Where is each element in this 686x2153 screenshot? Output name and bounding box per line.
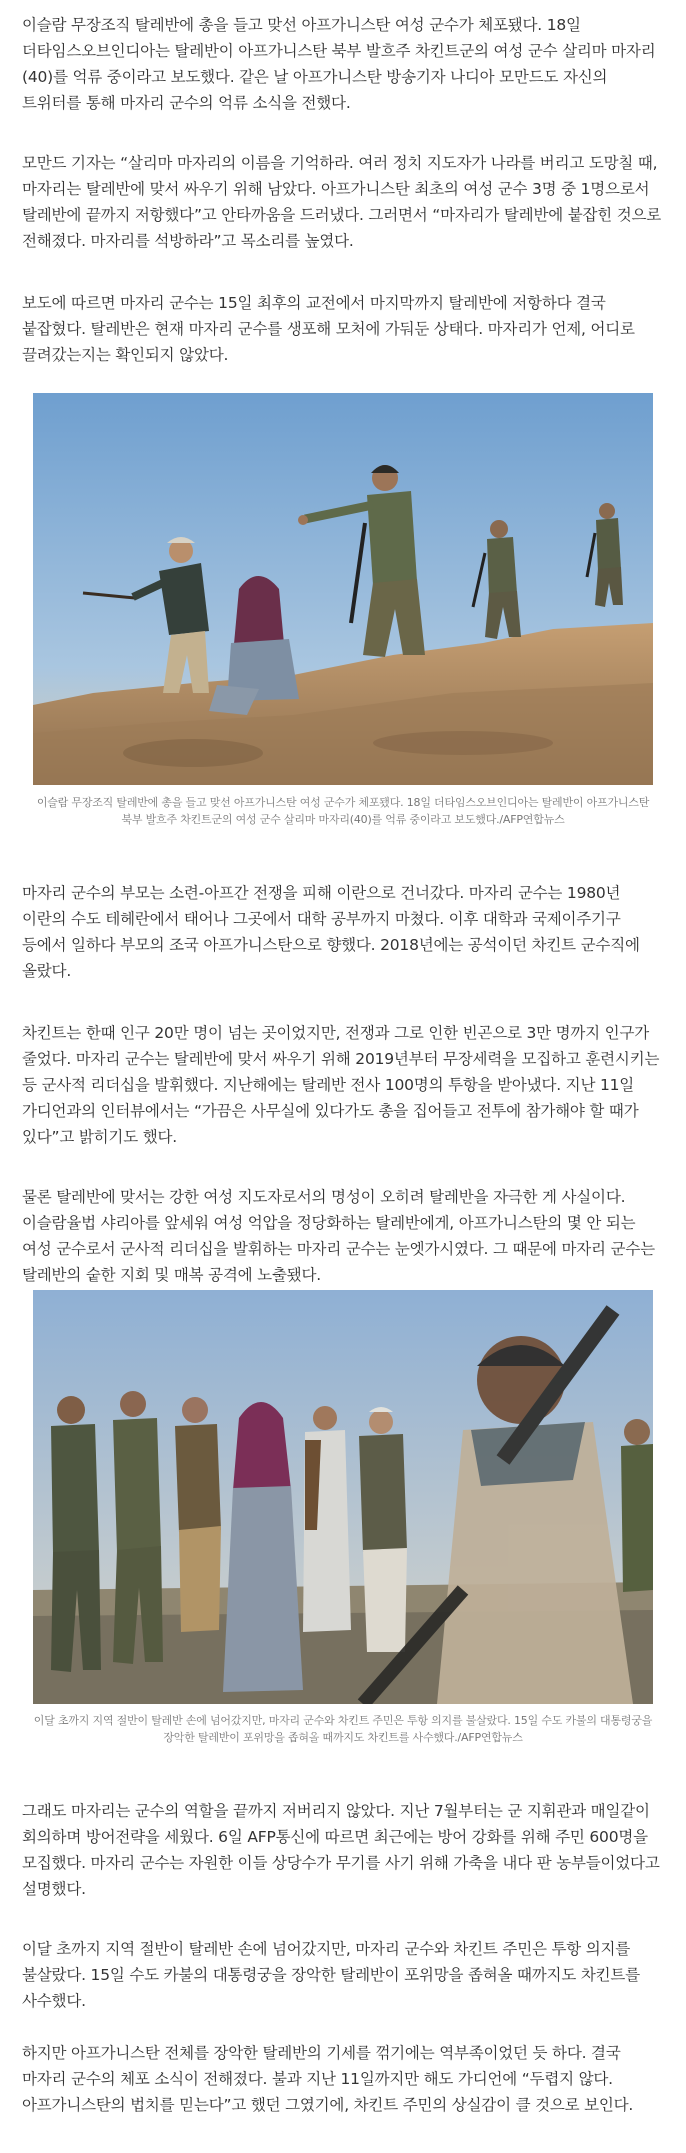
group-soldiers-photo xyxy=(33,1290,653,1704)
article-paragraph: 이달 초까지 지역 절반이 탈레반 손에 넘어갔지만, 마자리 군수와 차킨트 주민은 투항 의지를 불살랐다. 15일 수도 카불의 대통령궁을 장악한 탈레반이 포위망을 좁혀올 때까지도 차킨트를 사수했다. xyxy=(22,1940,640,2010)
article-paragraph: 차킨트는 한때 인구 20만 명이 넘는 곳이었지만, 전쟁과 그로 인한 빈곤으로 3만 명까지 인구가 줄었다. 마자리 군수는 탈레반에 맞서 싸우기 위해 2019년부터 무장세력을 모집하고 훈련시키는 등 군사적 리더십을 발휘했다. 지난해에는 탈레반 전사 100명의 투항을 받아냈다. 지난 11일 가디언과의 인터뷰에서는 “가끔은 사무실에 있다가도 총을 집어들고 전투에 참가해야 할 때가 있다”고 밝히기도 했다. xyxy=(22,1024,660,1146)
hillside-soldiers-photo xyxy=(33,393,653,785)
article-paragraph: 모만드 기자는 “살리마 마자리의 이름을 기억하라. 여러 정치 지도자가 나라를 버리고 도망칠 때, 마자리는 탈레반에 맞서 싸우기 위해 남았다. 아프가니스탄 최초의 여성 군수 3명 중 1명으로서 탈레반에 끝까지 저항했다”고 안타까움을 드러냈다. 그러면서 “마자리가 탈레반에 붙잡힌 것으로 전해졌다. 마자리를 석방하라”고 목소리를 높였다. xyxy=(22,154,662,250)
article-paragraph: 마자리 군수의 부모는 소련-아프간 전쟁을 피해 이란으로 건너갔다. 마자리 군수는 1980년 이란의 수도 테헤란에서 태어나 그곳에서 대학 공부까지 마쳤다. 이후 대학과 국제이주기구 등에서 일하다 부모의 조국 아프가니스탄으로 향했다. 2018년에는 공석이던 차킨트 군수직에 올랐다. xyxy=(22,884,640,980)
article-paragraph: 이슬람 무장조직 탈레반에 총을 들고 맞선 아프가니스탄 여성 군수가 체포됐다. 18일 더타임스오브인디아는 탈레반이 아프가니스탄 북부 발흐주 차킨트군의 여성 군수 살리마 마자리(40)를 억류 중이라고 보도했다. 같은 날 아프가니스탄 방송기자 나디아 모만드도 자신의 트위터를 통해 마자리 군수의 억류 소식을 전했다. xyxy=(22,16,656,112)
article-paragraph: 그래도 마자리는 군수의 역할을 끝까지 저버리지 않았다. 지난 7월부터는 군 지휘관과 매일같이 회의하며 방어전략을 세웠다. 6일 AFP통신에 따르면 최근에는 방어 강화를 위해 주민 600명을 모집했다. 마자리 군수는 자원한 이들 상당수가 무기를 사기 위해 가축을 내다 판 농부들이었다고 설명했다. xyxy=(22,1802,660,1898)
article-paragraph: 보도에 따르면 마자리 군수는 15일 최후의 교전에서 마지막까지 탈레반에 저항하다 결국 붙잡혔다. 탈레반은 현재 마자리 군수를 생포해 모처에 가둬둔 상태다. 마자리가 언제, 어디로 끌려갔는지는 확인되지 않았다. xyxy=(22,294,635,364)
photo-caption: 이슬람 무장조직 탈레반에 총을 들고 맞선 아프가니스탄 여성 군수가 체포됐다. 18일 더타임스오브인디아는 탈레반이 아프가니스탄 북부 발흐주 차킨트군의 여성 군수 살리마 마자리(40)를 억류 중이라고 보도했다./AFP연합뉴스 xyxy=(36,796,650,826)
article-paragraph: 하지만 아프가니스탄 전체를 장악한 탈레반의 기세를 꺾기에는 역부족이었던 듯 하다. 결국 마자리 군수의 체포 소식이 전해졌다. 불과 지난 11일까지만 해도 가디언에 “두렵지 않다. 아프가니스탄의 법치를 믿는다”고 했던 그였기에, 차킨트 주민의 상실감이 클 것으로 보인다. xyxy=(22,2044,634,2114)
article-paragraph: 물론 탈레반에 맞서는 강한 여성 지도자로서의 명성이 오히려 탈레반을 자극한 게 사실이다. 이슬람율법 샤리아를 앞세워 여성 억압을 정당화하는 탈레반에게, 아프가니스탄의 몇 안 되는 여성 군수로서 군사적 리더십을 발휘하는 마자리 군수는 눈엣가시였다. 그 때문에 마자리 군수는 탈레반의 숱한 지회 및 매복 공격에 노출됐다. xyxy=(22,1188,655,1284)
photo-caption: 이달 초까지 지역 절반이 탈레반 손에 넘어갔지만, 마자리 군수와 차킨트 주민은 투항 의지를 불살랐다. 15일 수도 카불의 대통령궁을 장악한 탈레반이 포위망을 좁혀올 때까지도 차킨트를 사수했다./AFP연합뉴스 xyxy=(33,1714,653,1744)
